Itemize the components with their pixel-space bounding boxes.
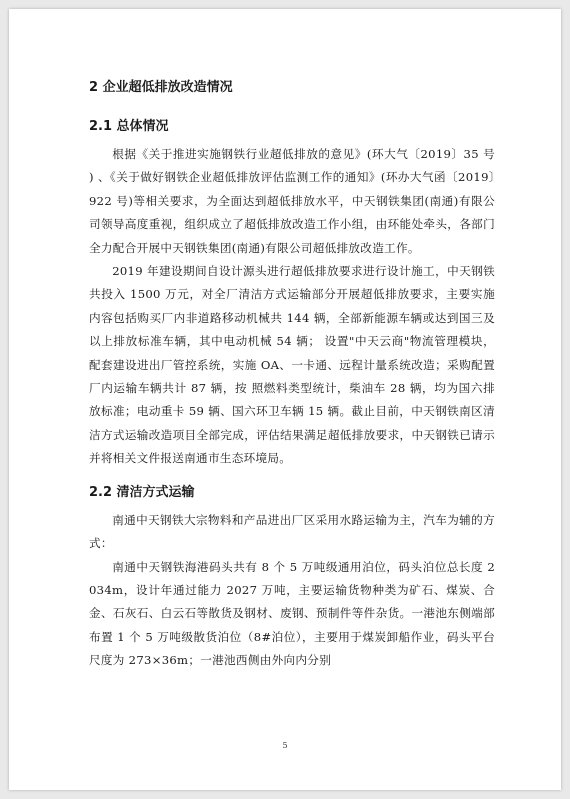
document-page — [9, 9, 561, 790]
page-content — [89, 73, 495, 673]
paragraph-overview-1: 根据《关于推进实施钢铁行业超低排放的意见》(环大气〔2019〕35 号 ) 、《关于做好钢铁企业超低排放评估监测工作的通知》(环办大气函〔2019〕922 号)等相关要求，为全面达到超低排放水平，中天钢铁集团(南通)有限公司领导高度重视，组织成立了超低排放改造工作小组，由环能处牵头，各部门全力配合开展中天钢铁集团(南通)有限公司超低排放改造工作。 — [89, 147, 495, 255]
page-number: 5 — [282, 741, 288, 750]
paragraph-transport-2: 南通中天钢铁海港码头共有 8 个 5 万吨级通用泊位，码头泊位总长度 2034m，设计年通过能力 2027 万吨，主要运输货物种类为矿石、煤炭、合金、石灰石、白云石等散货及钢材、废钢、预制件等件杂货。一港池东侧端部布置 1 个 5 万吨级散货泊位（8#泊位），主要用于煤炭卸船作业，码头平台尺度为 273×36m；一港池西侧由外向内分别 — [89, 559, 495, 668]
paragraph-overview-2: 2019 年建设期间自设计源头进行超低排放要求进行设计施工，中天钢铁共投入 1500 万元，对全厂清洁方式运输部分开展超低排放要求，主要实施内容包括购买厂内非道路移动机械共 144 辆，全部新能源车辆或达到国三及以上排放标准车辆，其中电动机械 54 辆； 设置"中天云商"物流管理模块，配套建设进出厂管控系统，实施 OA、一卡通、远程计量系统改造；采购配置厂内运输车辆共计 87 辆，按 照燃料类型统计，柴油车 28 辆，均为国六排放标准；电动重卡 59 辆、国六环卫车辆 15 辆。截止目前，中天钢铁南区清洁方式运输改造项目全部完成，评估结果满足超低排放要求，中天钢铁已请示并将相关文件报送南通市生态环境局。 — [89, 264, 495, 466]
subsection-title-overview: 2.1 总体情况 — [89, 119, 169, 134]
paragraph-transport-1: 南通中天钢铁大宗物料和产品进出厂区采用水路运输为主，汽车为辅的方式： — [89, 512, 495, 551]
subsection-title-clean-transport: 2.2 清洁方式运输 — [89, 484, 195, 500]
section-title: 2 企业超低排放改造情况 — [89, 80, 233, 95]
